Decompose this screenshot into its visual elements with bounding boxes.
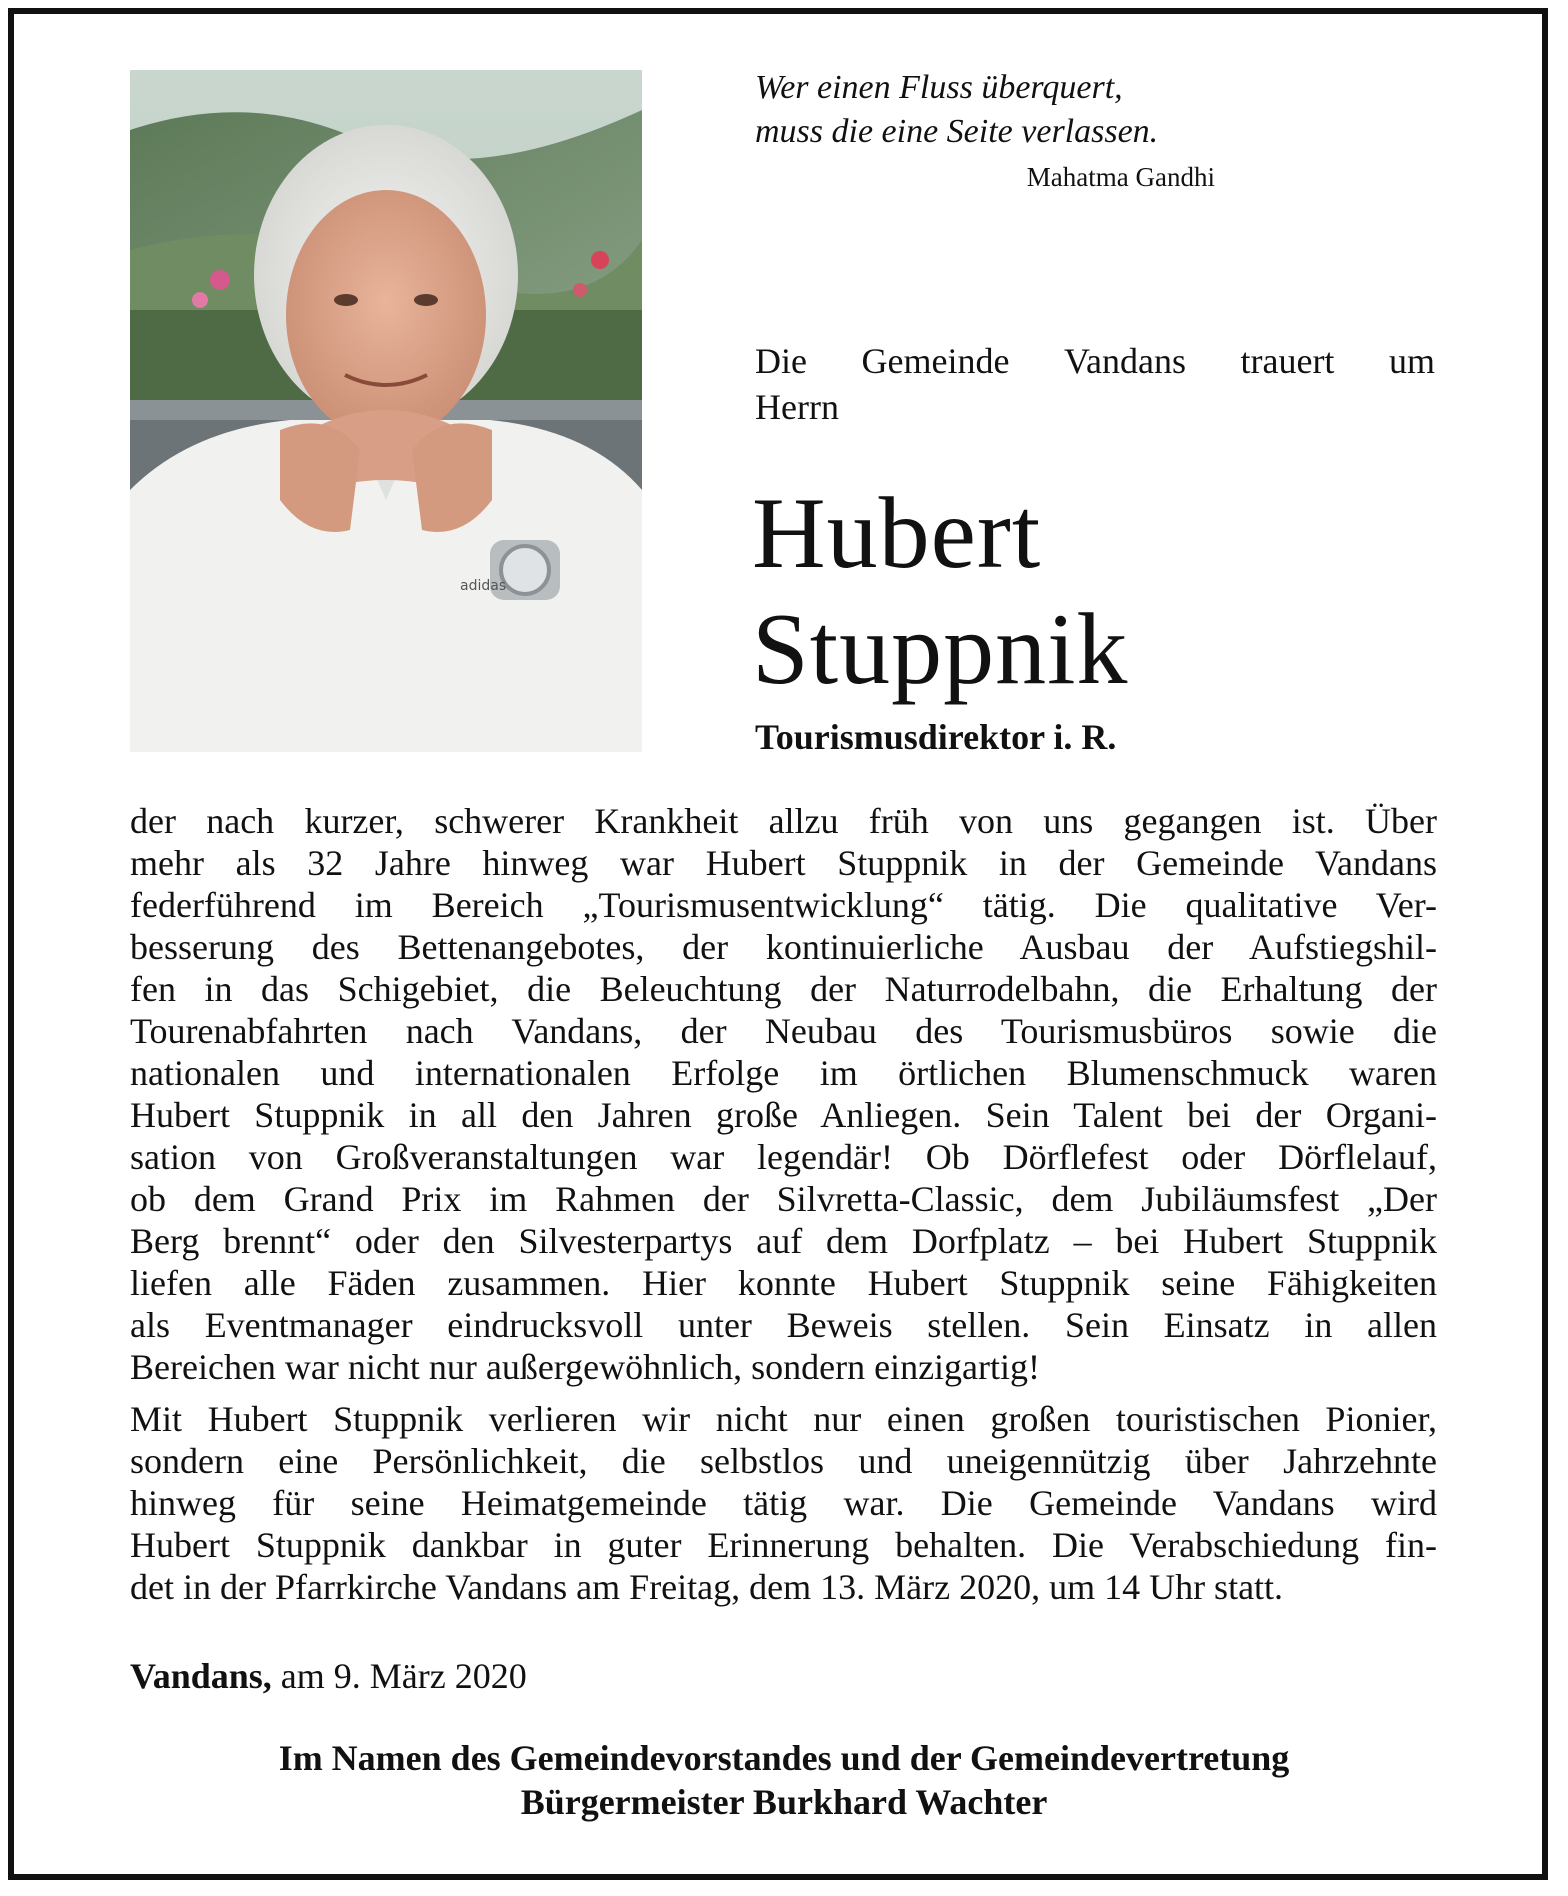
- place-town: Vandans,: [130, 1656, 272, 1696]
- text-line: besserung des Bettenangebotes, der kontinuierliche Ausbau der Aufstiegshil-: [130, 927, 1437, 967]
- body-text: [130, 800, 1437, 1618]
- signature-line: Bürgermeister Burkhard Wachter: [520, 1782, 1048, 1822]
- text-line: Mit Hubert Stuppnik verlieren wir nicht nur einen großen touristischen Pionier,: [130, 1399, 1437, 1439]
- signature-line: Im Namen des Gemeindevorstandes und der Gemeindevertretung: [278, 1738, 1290, 1778]
- intro-word: Vandans: [1063, 341, 1186, 381]
- intro-word: Gemeinde: [861, 341, 1010, 381]
- text-line: als Eventmanager eindrucksvoll unter Beweis stellen. Sein Einsatz in allen: [130, 1305, 1437, 1345]
- body-paragraph: [130, 1398, 1437, 1608]
- portrait-photo: [130, 70, 642, 752]
- text-line: sation von Großveranstaltungen war legendär! Ob Dörflefest oder Dörflelauf,: [130, 1137, 1437, 1177]
- last-name: Stuppnik: [752, 593, 1129, 706]
- text-line: Berg brennt“ oder den Silvesterpartys auf dem Dorfplatz – bei Hubert Stuppnik: [130, 1221, 1437, 1261]
- text-line: Tourenabfahrten nach Vandans, der Neubau des Tourismusbüros sowie die: [130, 1011, 1437, 1051]
- intro-text: [755, 338, 1435, 430]
- text-line: der nach kurzer, schwerer Krankheit allzu früh von uns gegangen ist. Über: [130, 801, 1437, 841]
- intro-word: um: [1388, 341, 1435, 381]
- place-date-text: am 9. März 2020: [280, 1656, 527, 1696]
- text-line: ob dem Grand Prix im Rahmen der Silvretta-Classic, dem Jubiläumsfest „Der: [130, 1179, 1437, 1219]
- place-date: [130, 1654, 527, 1698]
- text-line: Hubert Stuppnik in all den Jahren große Anliegen. Sein Talent bei der Organi-: [130, 1095, 1437, 1135]
- text-line: mehr als 32 Jahre hinweg war Hubert Stuppnik in der Gemeinde Vandans: [130, 843, 1437, 883]
- text-line: fen in das Schigebiet, die Beleuchtung der Naturrodelbahn, die Erhaltung der: [130, 969, 1437, 1009]
- text-line: hinweg für seine Heimatgemeinde tätig war. Die Gemeinde Vandans wird: [130, 1483, 1437, 1523]
- quote-line: muss die eine Seite verlassen.: [755, 113, 1159, 150]
- quote: [755, 66, 1215, 154]
- text-line: liefen alle Fäden zusammen. Hier konnte Hubert Stuppnik seine Fähigkeiten: [130, 1263, 1437, 1303]
- text-line: sondern eine Persönlichkeit, die selbstlos und uneigennützig über Jahrzehnte: [130, 1441, 1437, 1481]
- intro-word: trauert: [1240, 341, 1335, 381]
- first-name: Hubert: [752, 477, 1042, 590]
- svg-text:adidas: adidas: [460, 578, 507, 594]
- signature: [100, 1736, 1468, 1824]
- text-line: Hubert Stuppnik dankbar in guter Erinnerung behalten. Die Verabschiedung fin-: [130, 1525, 1437, 1565]
- intro-line: Herrn: [755, 387, 839, 427]
- intro-word: Die: [755, 341, 807, 381]
- portrait-photo-icon: [130, 70, 642, 752]
- text-line: Bereichen war nicht nur außergewöhnlich, sondern einzigartig!: [130, 1347, 1041, 1387]
- quote-author: Mahatma Gandhi: [1026, 162, 1215, 192]
- text-line: nationalen und internationalen Erfolge im örtlichen Blumenschmuck waren: [130, 1053, 1437, 1093]
- text-line: det in der Pfarrkirche Vandans am Freitag, dem 13. März 2020, um 14 Uhr statt.: [130, 1567, 1284, 1607]
- deceased-title: Tourismusdirektor i. R.: [755, 717, 1117, 757]
- text-line: federführend im Bereich „Tourismusentwicklung“ tätig. Die qualitative Ver-: [130, 885, 1437, 925]
- body-paragraph: [130, 800, 1437, 1388]
- quote-line: Wer einen Fluss überquert,: [755, 69, 1123, 106]
- deceased-name: [752, 476, 1452, 708]
